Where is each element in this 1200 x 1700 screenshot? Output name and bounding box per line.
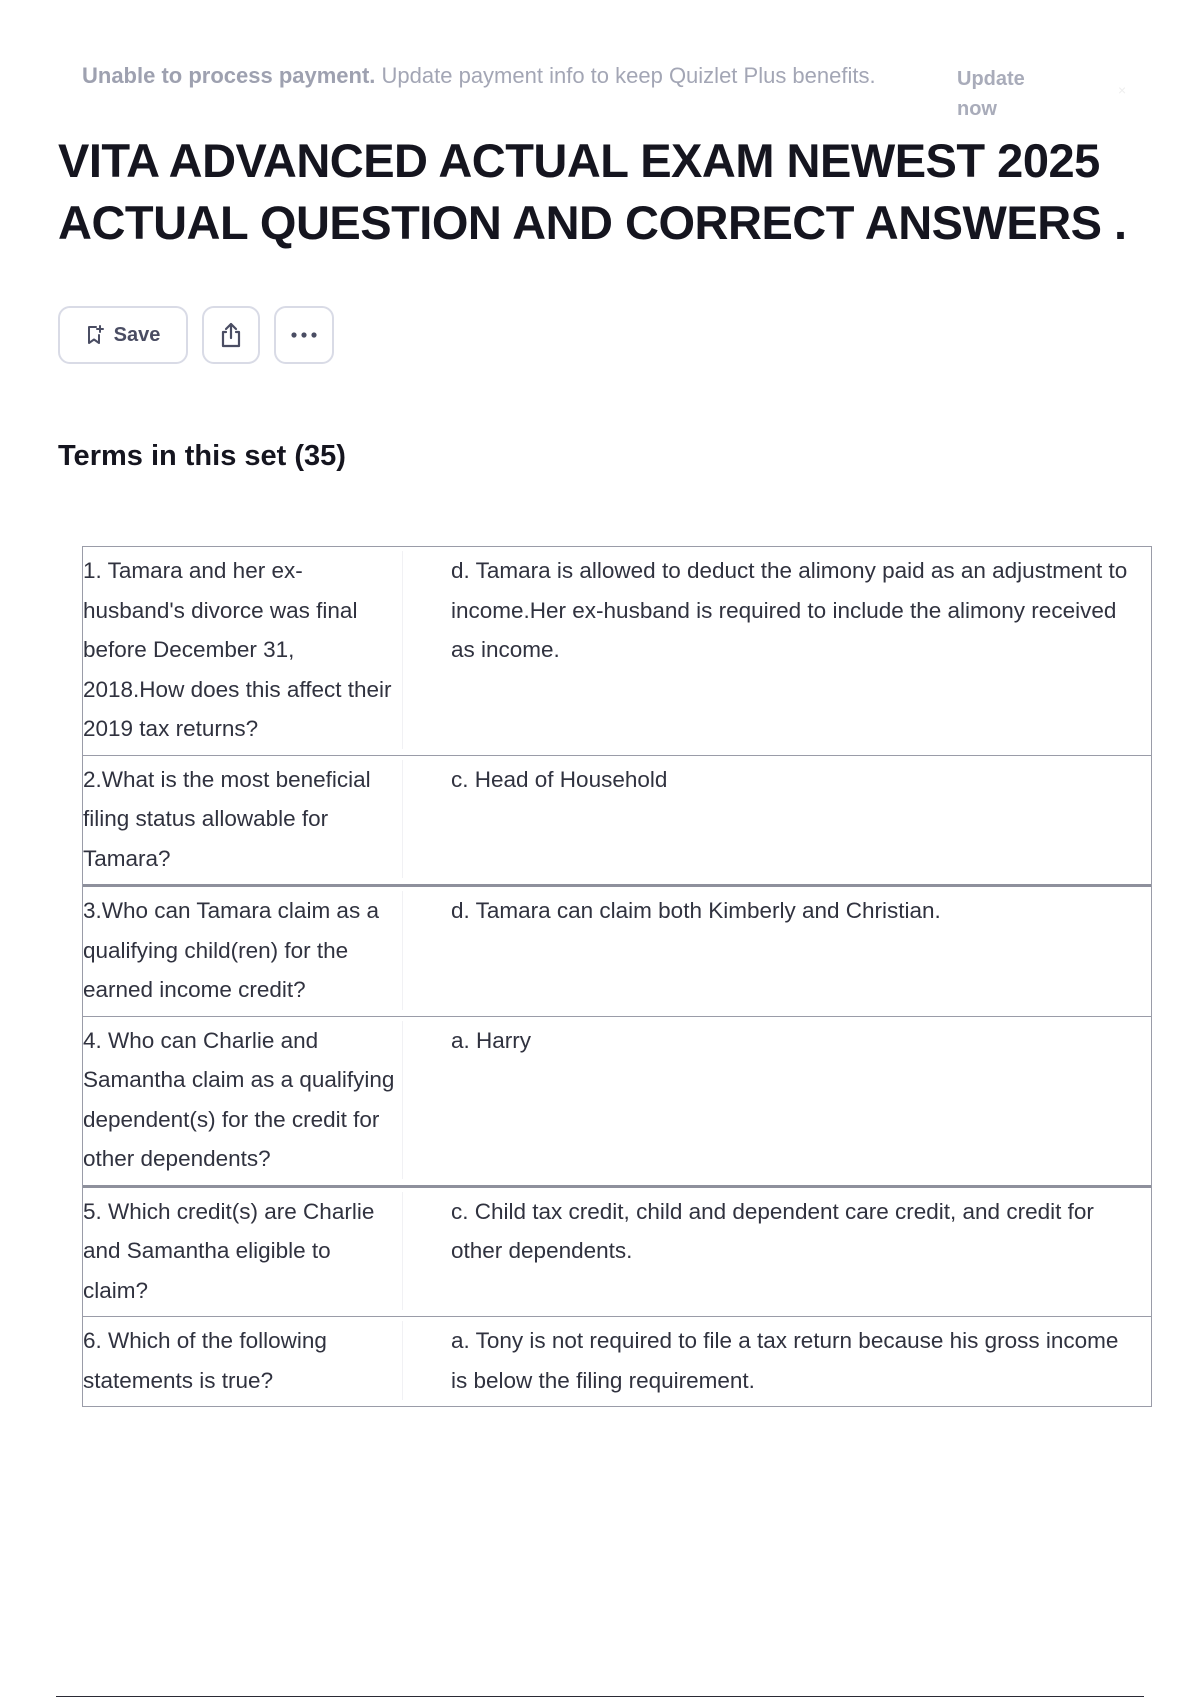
term-question: 5. Which credit(s) are Charlie and Samantha eligible to claim? bbox=[83, 1192, 403, 1311]
share-icon bbox=[218, 321, 244, 349]
banner-bold-text: Unable to process payment. bbox=[82, 63, 376, 88]
term-answer: d. Tamara can claim both Kimberly and Christian. bbox=[451, 898, 941, 923]
action-toolbar bbox=[58, 306, 334, 366]
term-row bbox=[83, 1016, 1151, 1185]
terms-table bbox=[82, 546, 1152, 1407]
term-answer: c. Head of Household bbox=[451, 766, 668, 792]
term-row bbox=[83, 547, 1151, 755]
page-title: VITA ADVANCED ACTUAL EXAM NEWEST 2025 ACTUAL QUESTION AND CORRECT ANSWERS . bbox=[58, 134, 1127, 249]
banner-message-text: Update payment info to keep Quizlet Plus benefits. bbox=[375, 63, 876, 88]
bottom-divider bbox=[56, 1696, 1144, 1697]
ellipsis-icon bbox=[290, 331, 318, 339]
share-button[interactable] bbox=[202, 306, 260, 364]
term-answer: d. Tamara is allowed to deduct the alimony paid as an adjustment to income.Her ex-husband is required to include the alimony received as income. bbox=[451, 558, 1128, 662]
term-row bbox=[83, 884, 1151, 1016]
term-question: 4. Who can Charlie and Samantha claim as a qualifying dependent(s) for the credit for other dependents? bbox=[83, 1021, 403, 1179]
term-question: 1. Tamara and her ex-husband's divorce was final before December 31, 2018.How does this affect their 2019 tax returns? bbox=[83, 551, 403, 749]
update-now-link[interactable]: Update now bbox=[957, 68, 1025, 120]
bookmark-icon bbox=[86, 325, 104, 345]
term-row bbox=[83, 755, 1151, 885]
banner-message bbox=[82, 58, 882, 94]
more-options-button[interactable] bbox=[274, 306, 334, 364]
term-answer: a. Harry bbox=[451, 1027, 532, 1053]
term-answer: a. Tony is not required to file a tax return because his gross income is below the filing requirement. bbox=[451, 1328, 1119, 1393]
term-row bbox=[83, 1316, 1151, 1406]
term-row bbox=[83, 1185, 1151, 1317]
term-question: 3.Who can Tamara claim as a qualifying child(ren) for the earned income credit? bbox=[83, 891, 403, 1010]
term-question: 6. Which of the following statements is true? bbox=[83, 1321, 403, 1400]
close-icon[interactable]: × bbox=[1118, 82, 1127, 98]
payment-banner bbox=[82, 58, 1142, 128]
term-question: 2.What is the most beneficial filing status allowable for Tamara? bbox=[83, 760, 403, 879]
terms-heading: Terms in this set (35) bbox=[58, 440, 346, 472]
save-button-label: Save bbox=[113, 323, 161, 346]
save-button[interactable] bbox=[58, 306, 188, 364]
term-answer: c. Child tax credit, child and dependent care credit, and credit for other dependents. bbox=[451, 1198, 1094, 1263]
